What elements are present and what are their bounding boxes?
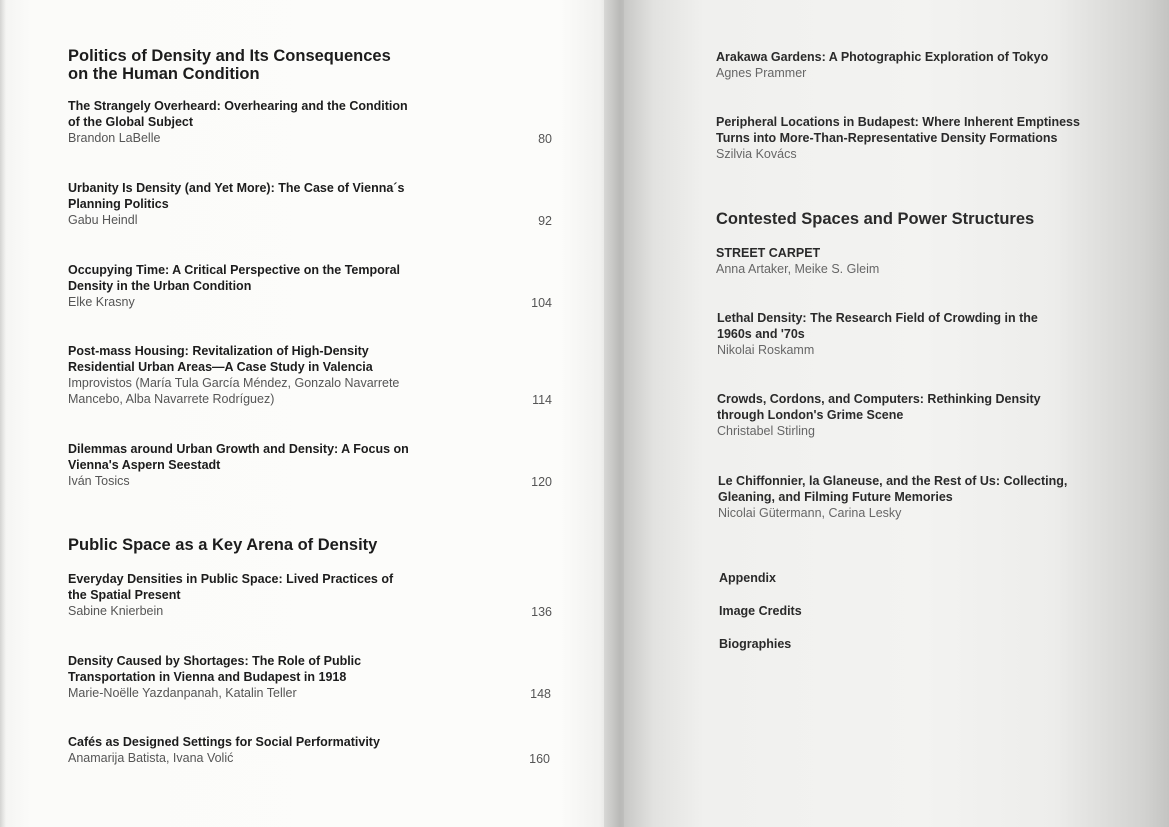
toc-entry[interactable]: [68, 441, 409, 489]
entry-title: Post-mass Housing: Revitalization of High-Density: [68, 344, 369, 358]
section-title-public-space: [68, 536, 377, 554]
toc-entry[interactable]: [716, 49, 1048, 81]
biographies-link[interactable]: Biographies: [719, 637, 792, 651]
entry-author: Iván Tosics: [68, 474, 130, 488]
entry-title: through London's Grime Scene: [717, 408, 904, 422]
page-number: 114: [532, 393, 552, 407]
entry-title: STREET CARPET: [716, 246, 821, 260]
toc-entry[interactable]: [717, 310, 1038, 358]
entry-author: Nicolai Gütermann, Carina Lesky: [718, 506, 902, 520]
entry-author: Brandon LaBelle: [68, 131, 161, 145]
page-number: 160: [529, 752, 550, 766]
entry-title: Turns into More-Than-Representative Density Formations: [716, 131, 1058, 145]
entry-title: Peripheral Locations in Budapest: Where Inherent Emptiness: [716, 115, 1080, 129]
entry-title: Cafés as Designed Settings for Social Performativity: [68, 735, 380, 749]
section-title-line: Politics of Density and Its Consequences: [68, 47, 391, 65]
section-title-line: on the Human Condition: [68, 65, 260, 83]
entry-author: Gabu Heindl: [68, 213, 138, 227]
entry-title: Lethal Density: The Research Field of Crowding in the: [717, 311, 1038, 325]
entry-title: Planning Politics: [68, 197, 169, 211]
entry-title: Urbanity Is Density (and Yet More): The Case of Vienna´s: [68, 181, 405, 195]
toc-entry[interactable]: [68, 262, 400, 310]
entry-title: Density Caused by Shortages: The Role of Public: [68, 654, 362, 668]
entry-title: The Strangely Overheard: Overhearing and the Condition: [68, 99, 408, 113]
entry-title: Crowds, Cordons, and Computers: Rethinking Density: [717, 392, 1041, 406]
toc-entry[interactable]: [718, 473, 1067, 521]
section-title-line: Public Space as a Key Arena of Density: [68, 536, 378, 554]
entry-title: Dilemmas around Urban Growth and Density: A Focus on: [68, 442, 409, 456]
section-title-politics: [68, 47, 391, 83]
appendix-link[interactable]: Appendix: [719, 571, 776, 585]
page-number: 120: [531, 475, 552, 489]
entry-title: Occupying Time: A Critical Perspective on the Temporal: [68, 263, 401, 277]
entry-title: Residential Urban Areas—A Case Study in Valencia: [68, 360, 373, 374]
toc-entry[interactable]: [68, 571, 393, 619]
entry-author: Szilvia Kovács: [716, 147, 797, 161]
entry-title: the Spatial Present: [68, 588, 181, 602]
entry-title: Everyday Densities in Public Space: Lived Practices of: [68, 572, 394, 586]
section-title-contested-spaces: [716, 210, 1034, 228]
entry-title: of the Global Subject: [68, 115, 194, 129]
entry-title: Le Chiffonnier, la Glaneuse, and the Rest of Us: Collecting,: [718, 474, 1068, 488]
toc-entry[interactable]: [716, 245, 879, 277]
entry-author: Improvistos (María Tula García Méndez, Gonzalo Navarrete: [68, 376, 400, 390]
entry-title: 1960s and '70s: [717, 327, 805, 341]
section-title-line: Contested Spaces and Power Structures: [716, 210, 1035, 228]
page-number: 92: [538, 214, 552, 228]
toc-entry[interactable]: [68, 98, 408, 146]
entry-title: Transportation in Vienna and Budapest in 1918: [68, 670, 347, 684]
entry-title: Gleaning, and Filming Future Memories: [718, 490, 953, 504]
toc-entry[interactable]: [68, 180, 404, 228]
image-credits-link[interactable]: Image Credits: [719, 604, 802, 618]
page-number: 80: [538, 132, 552, 146]
entry-author: Elke Krasny: [68, 295, 135, 309]
entry-author: Agnes Prammer: [716, 66, 807, 80]
page-number: 104: [531, 296, 552, 310]
toc-entry[interactable]: [716, 114, 1080, 162]
entry-title: Vienna's Aspern Seestadt: [68, 458, 221, 472]
toc-entry[interactable]: [68, 343, 399, 407]
toc-entry[interactable]: [717, 391, 1041, 439]
toc-entry[interactable]: [68, 653, 361, 701]
entry-author: Nikolai Roskamm: [717, 343, 815, 357]
entry-author: Mancebo, Alba Navarrete Rodríguez): [68, 392, 275, 406]
page-number: 148: [530, 687, 551, 701]
toc-entry[interactable]: [68, 734, 380, 766]
entry-author: Marie-Noëlle Yazdanpanah, Katalin Teller: [68, 686, 297, 700]
entry-author: Anamarija Batista, Ivana Volić: [68, 751, 234, 765]
page-number: 136: [531, 605, 552, 619]
entry-title: Density in the Urban Condition: [68, 279, 252, 293]
entry-author: Christabel Stirling: [717, 424, 815, 438]
entry-author: Anna Artaker, Meike S. Gleim: [716, 262, 880, 276]
entry-title: Arakawa Gardens: A Photographic Exploration of Tokyo: [716, 50, 1049, 64]
entry-author: Sabine Knierbein: [68, 604, 164, 618]
